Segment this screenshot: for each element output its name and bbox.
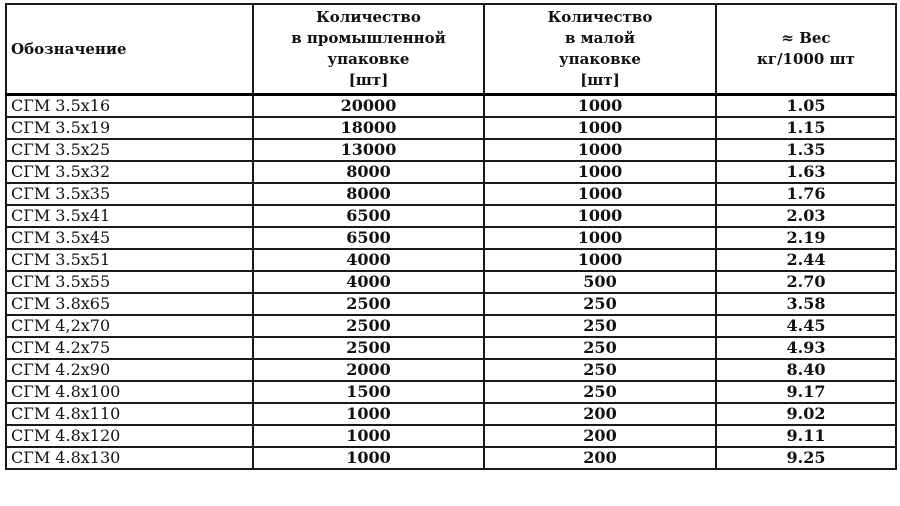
table-row	[6, 161, 896, 183]
table-row	[6, 381, 896, 403]
table-row	[6, 205, 896, 227]
cell-designation: СГМ 4.8x110	[6, 403, 253, 425]
cell-industrial-pack-qty: 2500	[253, 315, 484, 337]
header-line: в малой	[564, 29, 636, 47]
cell-small-pack-qty: 200	[484, 403, 716, 425]
header-row	[6, 4, 896, 95]
cell-weight: 4.45	[716, 315, 896, 337]
cell-small-pack-qty: 500	[484, 271, 716, 293]
cell-designation: СГМ 3.5x16	[6, 95, 253, 118]
cell-industrial-pack-qty: 4000	[253, 271, 484, 293]
cell-small-pack-qty: 250	[484, 381, 716, 403]
header-line: кг/1000 шт	[757, 50, 855, 68]
cell-small-pack-qty: 200	[484, 425, 716, 447]
header-line: [шт]	[580, 71, 620, 89]
cell-designation: СГМ 3.5x55	[6, 271, 253, 293]
cell-designation: СГМ 3.5x41	[6, 205, 253, 227]
cell-weight: 1.15	[716, 117, 896, 139]
cell-designation: СГМ 4.2x90	[6, 359, 253, 381]
cell-weight: 9.02	[716, 403, 896, 425]
cell-industrial-pack-qty: 1000	[253, 425, 484, 447]
table-header	[6, 4, 896, 95]
cell-industrial-pack-qty: 2500	[253, 293, 484, 315]
cell-small-pack-qty: 1000	[484, 249, 716, 271]
table-row	[6, 315, 896, 337]
cell-weight: 2.70	[716, 271, 896, 293]
header-industrial-pack-qty	[253, 4, 484, 95]
cell-weight: 3.58	[716, 293, 896, 315]
table-row	[6, 227, 896, 249]
cell-designation: СГМ 3.5x25	[6, 139, 253, 161]
cell-weight: 9.25	[716, 447, 896, 469]
table-row	[6, 117, 896, 139]
cell-designation: СГМ 4.8x120	[6, 425, 253, 447]
table-row	[6, 95, 896, 118]
cell-weight: 1.76	[716, 183, 896, 205]
header-line: упаковке	[327, 50, 410, 68]
header-line: в промышленной	[291, 29, 446, 47]
table-row	[6, 183, 896, 205]
table-row	[6, 403, 896, 425]
cell-industrial-pack-qty: 1000	[253, 403, 484, 425]
cell-small-pack-qty: 250	[484, 293, 716, 315]
table-row	[6, 447, 896, 469]
table-row	[6, 139, 896, 161]
cell-weight: 2.19	[716, 227, 896, 249]
table-row	[6, 425, 896, 447]
cell-industrial-pack-qty: 6500	[253, 227, 484, 249]
header-line: [шт]	[348, 71, 389, 89]
cell-weight: 2.44	[716, 249, 896, 271]
cell-small-pack-qty: 250	[484, 337, 716, 359]
cell-industrial-pack-qty: 8000	[253, 183, 484, 205]
header-designation	[6, 4, 253, 95]
cell-small-pack-qty: 1000	[484, 205, 716, 227]
header-weight	[716, 4, 896, 95]
cell-designation: СГМ 4,2x70	[6, 315, 253, 337]
cell-designation: СГМ 3.5x32	[6, 161, 253, 183]
cell-industrial-pack-qty: 2500	[253, 337, 484, 359]
cell-industrial-pack-qty: 8000	[253, 161, 484, 183]
table-row	[6, 271, 896, 293]
cell-designation: СГМ 3.5x19	[6, 117, 253, 139]
cell-weight: 9.11	[716, 425, 896, 447]
cell-industrial-pack-qty: 18000	[253, 117, 484, 139]
cell-industrial-pack-qty: 1500	[253, 381, 484, 403]
cell-small-pack-qty: 1000	[484, 161, 716, 183]
spec-table	[5, 3, 897, 470]
cell-small-pack-qty: 1000	[484, 227, 716, 249]
cell-designation: СГМ 3.5x51	[6, 249, 253, 271]
cell-industrial-pack-qty: 13000	[253, 139, 484, 161]
header-line: Количество	[316, 8, 421, 26]
cell-weight: 1.05	[716, 95, 896, 118]
cell-designation: СГМ 3.5x35	[6, 183, 253, 205]
cell-weight: 4.93	[716, 337, 896, 359]
cell-small-pack-qty: 1000	[484, 139, 716, 161]
table-row	[6, 293, 896, 315]
cell-small-pack-qty: 250	[484, 359, 716, 381]
cell-designation: СГМ 4.8x100	[6, 381, 253, 403]
table-body	[6, 95, 896, 470]
cell-industrial-pack-qty: 4000	[253, 249, 484, 271]
table-row	[6, 249, 896, 271]
cell-designation: СГМ 3.5x45	[6, 227, 253, 249]
cell-industrial-pack-qty: 20000	[253, 95, 484, 118]
header-small-pack-qty	[484, 4, 716, 95]
header-line: ≈ Вес	[781, 29, 831, 47]
table-row	[6, 359, 896, 381]
cell-weight: 9.17	[716, 381, 896, 403]
cell-designation: СГМ 3.8x65	[6, 293, 253, 315]
cell-industrial-pack-qty: 6500	[253, 205, 484, 227]
cell-small-pack-qty: 1000	[484, 95, 716, 118]
cell-industrial-pack-qty: 1000	[253, 447, 484, 469]
cell-designation: СГМ 4.2x75	[6, 337, 253, 359]
cell-weight: 1.63	[716, 161, 896, 183]
header-line: Количество	[547, 8, 653, 26]
cell-small-pack-qty: 250	[484, 315, 716, 337]
header-designation-line: Обозначение	[11, 39, 127, 58]
cell-small-pack-qty: 1000	[484, 183, 716, 205]
spec-table-container	[5, 3, 895, 470]
cell-small-pack-qty: 200	[484, 447, 716, 469]
cell-weight: 8.40	[716, 359, 896, 381]
table-row	[6, 337, 896, 359]
header-line: упаковке	[559, 50, 641, 68]
cell-small-pack-qty: 1000	[484, 117, 716, 139]
cell-designation: СГМ 4.8x130	[6, 447, 253, 469]
cell-industrial-pack-qty: 2000	[253, 359, 484, 381]
cell-weight: 1.35	[716, 139, 896, 161]
cell-weight: 2.03	[716, 205, 896, 227]
